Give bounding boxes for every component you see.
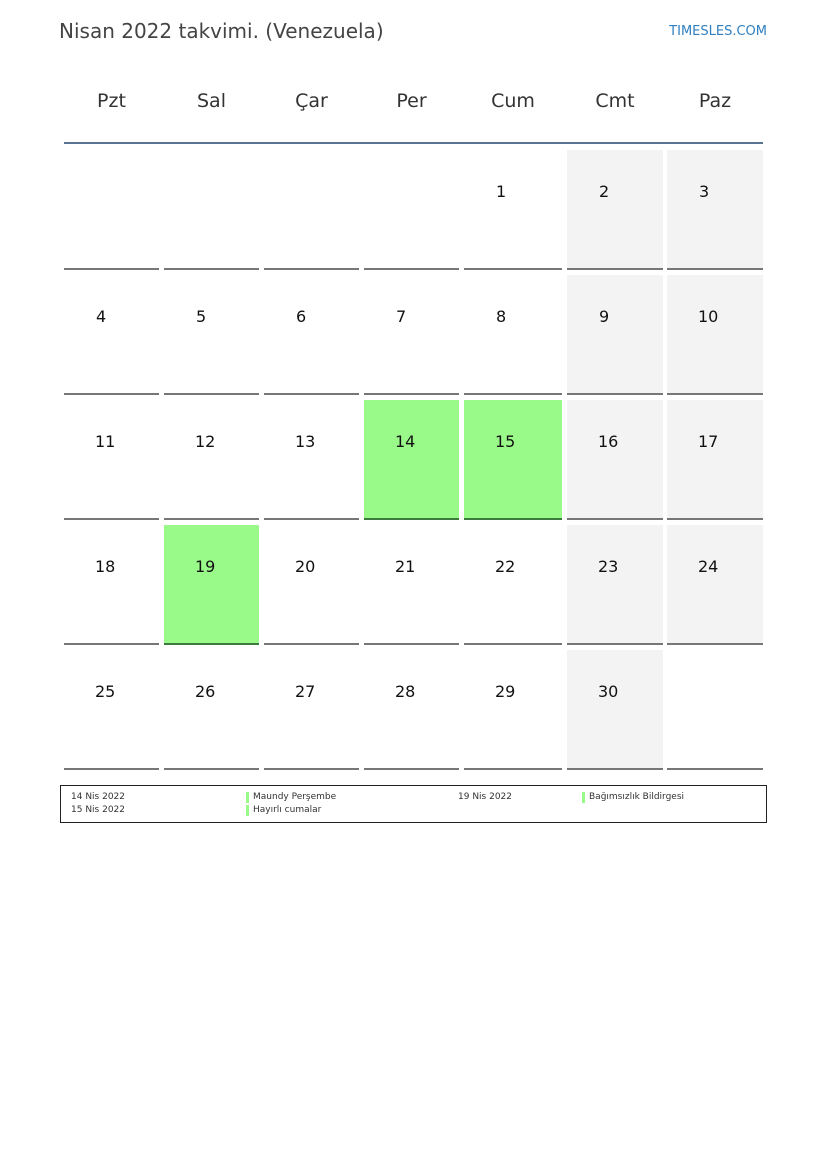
day-number: 2 <box>599 182 610 201</box>
day-number: 17 <box>698 432 719 451</box>
day-number: 23 <box>598 557 619 576</box>
legend-holiday-name: Bağımsızlık Bildirgesi <box>582 792 684 803</box>
weekday-label: Paz <box>698 90 732 112</box>
day-cell[interactable] <box>264 650 359 770</box>
day-cell[interactable] <box>164 275 259 395</box>
day-cell[interactable] <box>667 400 763 520</box>
day-number: 20 <box>295 557 316 576</box>
day-number: 27 <box>295 682 316 701</box>
page-title: Nisan 2022 takvimi. (Venezuela) <box>59 19 384 43</box>
legend-holiday-name: Maundy Perşembe <box>246 792 336 803</box>
day-number: 22 <box>495 557 516 576</box>
day-cell[interactable] <box>464 150 562 270</box>
day-number: 9 <box>599 307 610 326</box>
weekday-label: Çar <box>295 90 328 112</box>
day-number: 3 <box>699 182 710 201</box>
day-number: 26 <box>195 682 216 701</box>
day-number: 6 <box>296 307 307 326</box>
day-cell[interactable] <box>567 400 663 520</box>
day-cell[interactable] <box>164 525 259 645</box>
weekday-label: Pzt <box>97 90 126 112</box>
day-number: 24 <box>698 557 719 576</box>
day-number: 30 <box>598 682 619 701</box>
day-number: 28 <box>395 682 416 701</box>
day-cell[interactable] <box>567 650 663 770</box>
empty-day-cell <box>264 150 359 270</box>
day-cell[interactable] <box>567 150 663 270</box>
day-cell[interactable] <box>667 525 763 645</box>
holiday-legend <box>60 785 767 823</box>
day-cell[interactable] <box>164 650 259 770</box>
day-number: 12 <box>195 432 216 451</box>
header-divider <box>64 142 763 144</box>
day-cell[interactable] <box>364 650 459 770</box>
day-number: 4 <box>96 307 107 326</box>
day-number: 5 <box>196 307 207 326</box>
legend-holiday-name: Hayırlı cumalar <box>246 805 321 816</box>
day-number: 15 <box>495 432 516 451</box>
day-cell[interactable] <box>64 400 159 520</box>
day-cell[interactable] <box>264 400 359 520</box>
brand-link[interactable]: TIMESLES.COM <box>669 24 767 39</box>
day-cell[interactable] <box>667 275 763 395</box>
legend-date: 15 Nis 2022 <box>71 805 125 815</box>
day-number: 13 <box>295 432 316 451</box>
day-cell[interactable] <box>64 650 159 770</box>
empty-day-cell <box>667 650 763 770</box>
day-cell[interactable] <box>64 525 159 645</box>
day-number: 29 <box>495 682 516 701</box>
day-cell[interactable] <box>364 525 459 645</box>
weekday-label: Cmt <box>595 90 635 112</box>
day-number: 7 <box>396 307 407 326</box>
day-number: 11 <box>95 432 116 451</box>
weekday-label: Per <box>396 90 427 112</box>
day-number: 10 <box>698 307 719 326</box>
day-cell[interactable] <box>64 275 159 395</box>
day-cell[interactable] <box>464 275 562 395</box>
empty-day-cell <box>164 150 259 270</box>
day-cell[interactable] <box>164 400 259 520</box>
day-number: 18 <box>95 557 116 576</box>
day-cell[interactable] <box>567 275 663 395</box>
day-number: 1 <box>496 182 507 201</box>
day-cell[interactable] <box>364 400 459 520</box>
day-number: 14 <box>395 432 416 451</box>
day-cell[interactable] <box>264 275 359 395</box>
day-number: 8 <box>496 307 507 326</box>
legend-date: 19 Nis 2022 <box>458 792 512 802</box>
day-cell[interactable] <box>464 650 562 770</box>
empty-day-cell <box>64 150 159 270</box>
day-cell[interactable] <box>567 525 663 645</box>
day-cell[interactable] <box>464 525 562 645</box>
day-number: 21 <box>395 557 416 576</box>
day-cell[interactable] <box>667 150 763 270</box>
day-number: 25 <box>95 682 116 701</box>
day-cell[interactable] <box>264 525 359 645</box>
day-cell[interactable] <box>364 275 459 395</box>
empty-day-cell <box>364 150 459 270</box>
day-cell[interactable] <box>464 400 562 520</box>
legend-date: 14 Nis 2022 <box>71 792 125 802</box>
weekday-label: Sal <box>197 90 226 112</box>
day-number: 19 <box>195 557 216 576</box>
day-number: 16 <box>598 432 619 451</box>
weekday-label: Cum <box>491 90 535 112</box>
